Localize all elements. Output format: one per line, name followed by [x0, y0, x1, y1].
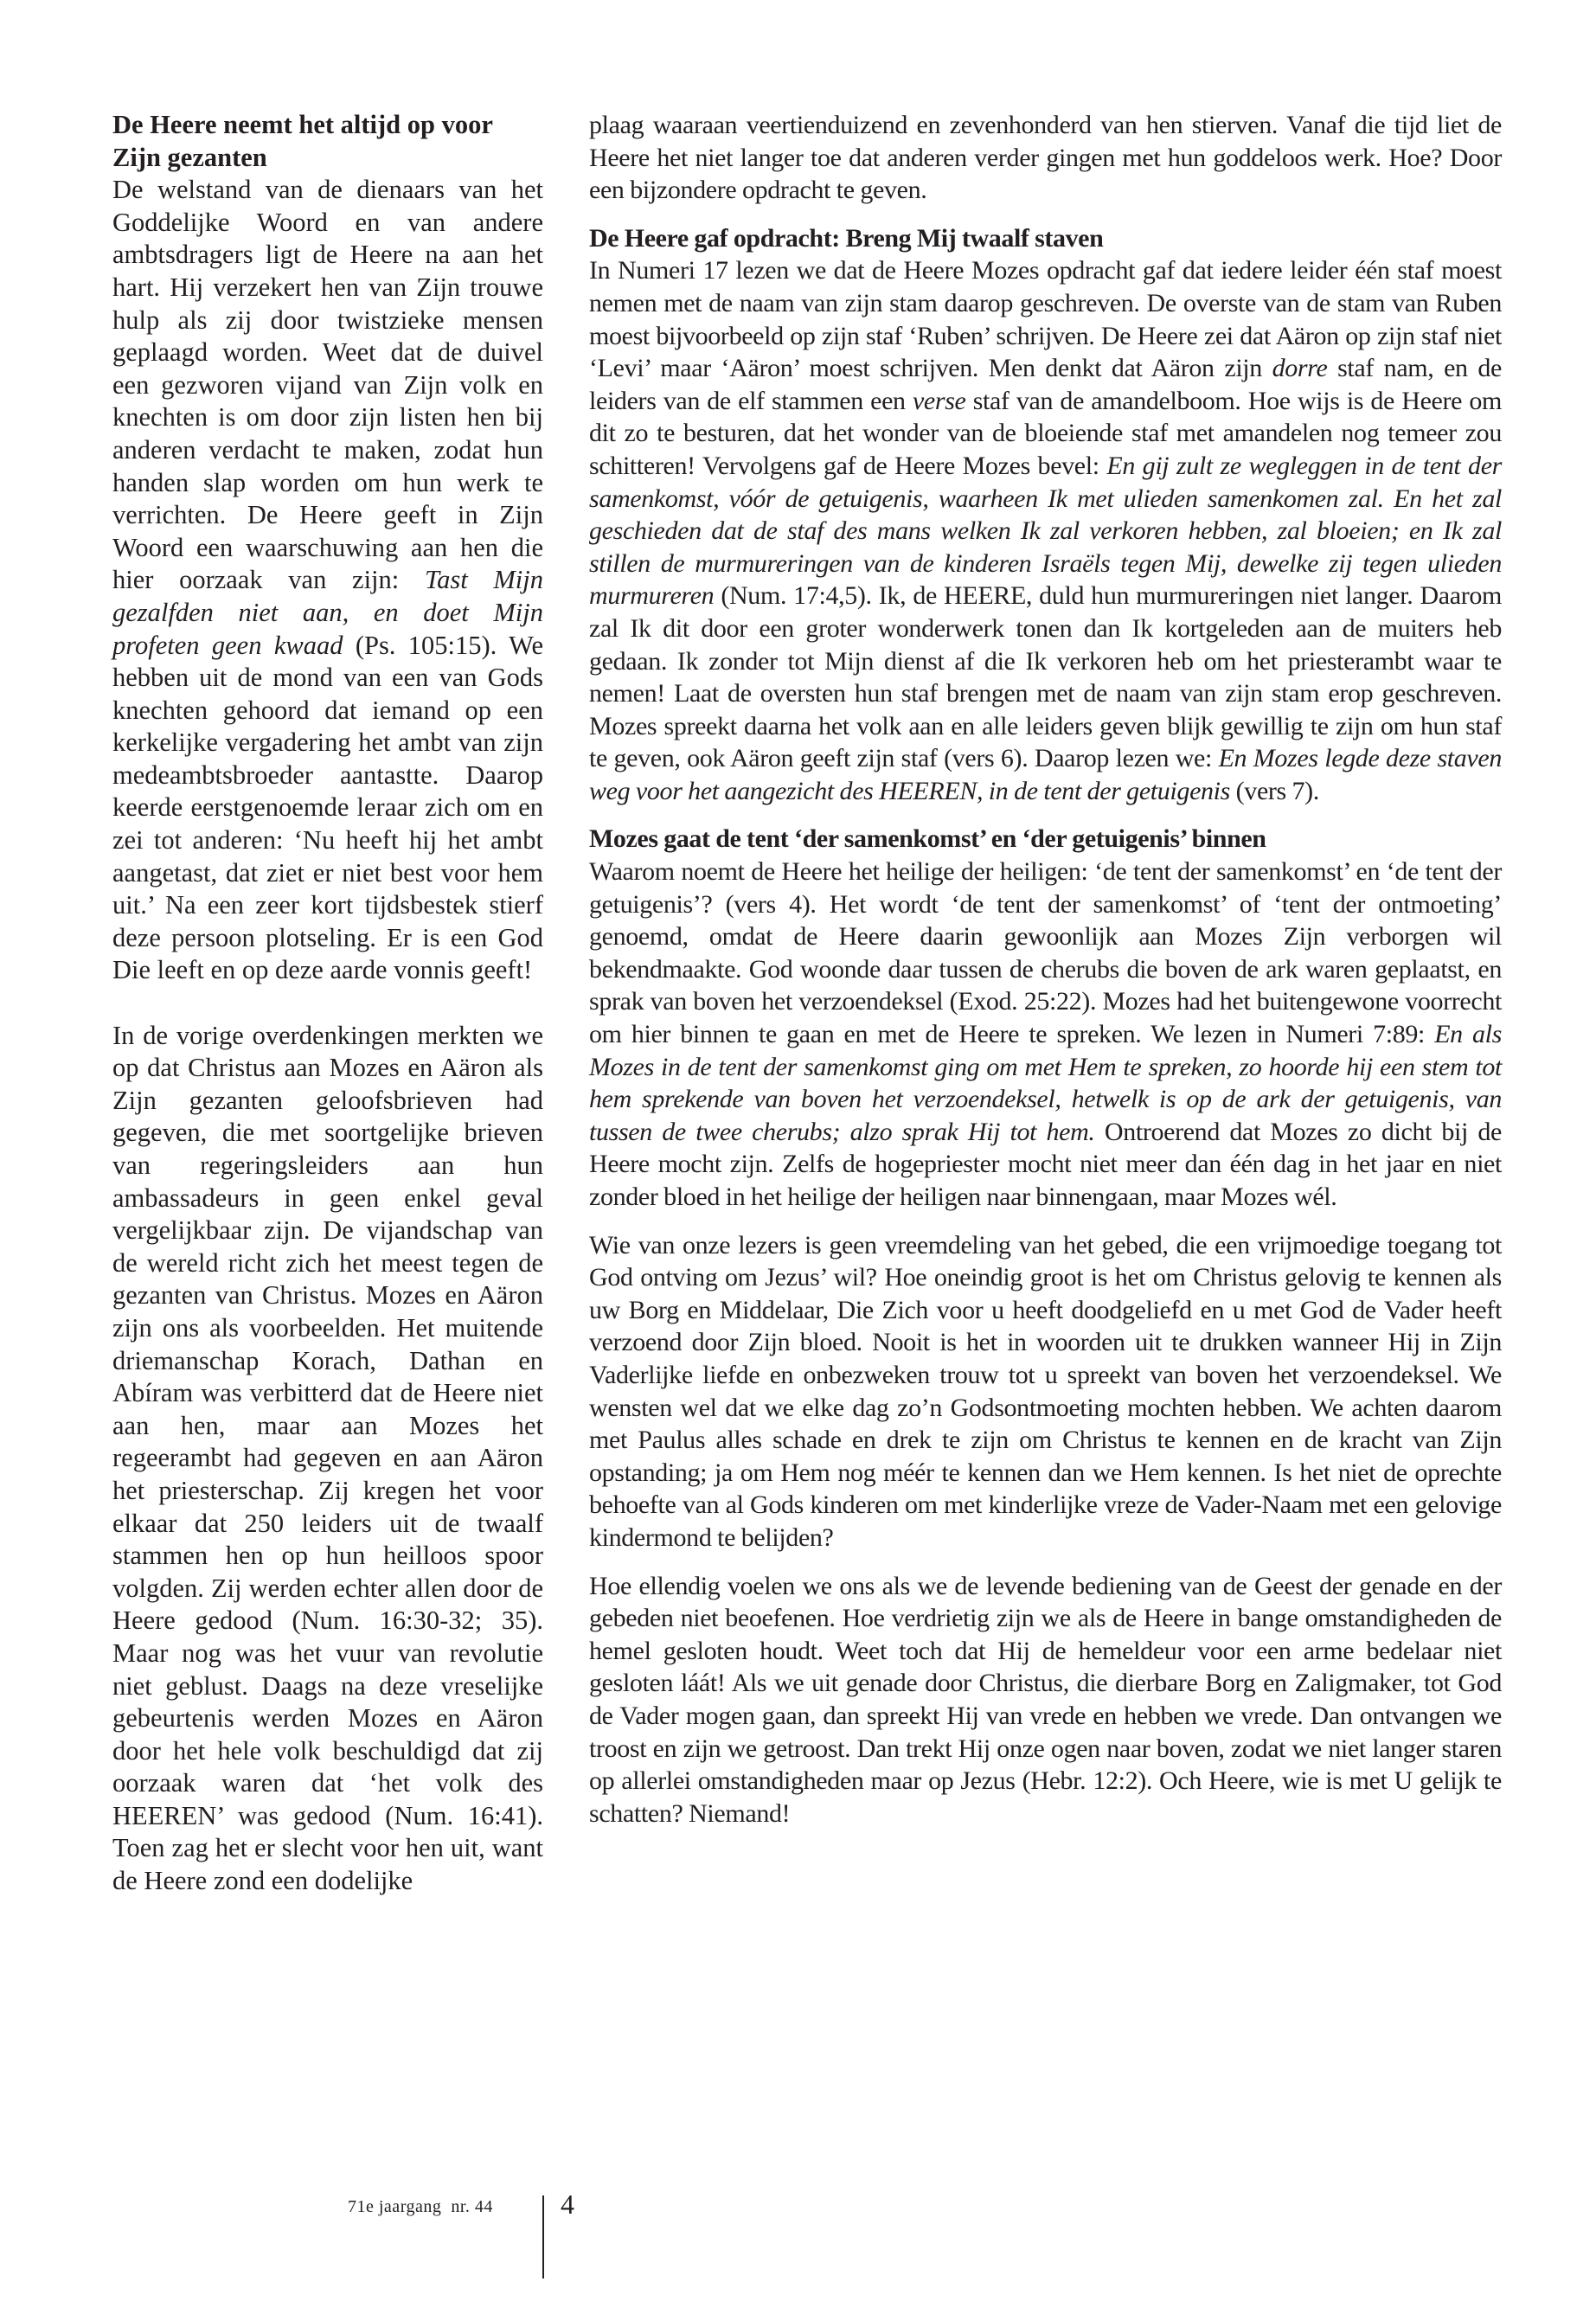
text-run: In Numeri 17 lezen we dat de Heere Mozes opdracht gaf dat iedere leider één staf moest nemen met de naam van zijn stam daarop geschreven. De overste van de stam van Ruben moest bijvoorbeeld op zijn staf ‘Ruben’ schrijven. De Heere zei dat Aäron op zijn staf niet ‘Levi’ maar ‘Aäron’ moest schrijven. Men denkt dat Aäron zijn — [589, 256, 1502, 383]
text-run: (Ps. 105:15). We hebben uit de mond van een van Gods knechten gehoord dat iemand op een kerkelijke vergadering het ambt van zijn medeambtsbroeder aantastte. Daarop keerde eerstgenoemde leraar zich om en zei tot anderen: ‘Nu heeft hij het ambt aangetast, dat ziet er niet best voor hem uit.’ Na een zeer kort tijdsbestek stierf deze persoon plotseling. Er is een God Die leeft en op deze aarde vonnis geeft! — [112, 630, 544, 985]
section-heading-twaalf-staven: De Heere gaf opdracht: Breng Mij twaalf staven — [589, 223, 1104, 253]
scripture-quote-num17: En gij zult ze wegleggen in de tent der samenkomst, vóór de getuigenis, waarheen Ik met ulieden samenkomen zal. En het zal geschieden dat de staf des mans welken Ik zal verkoren hebben, zal bloeien; en Ik zal stillen de murmureringen van de kinderen Israëls tegen Mij, dewelke zij tegen ulieden murmureren — [589, 451, 1502, 611]
footer-volume-issue: 71e jaargang nr. 44 — [348, 2197, 493, 2216]
section-heading-tent-samenkomst: Mozes gaat de tent ‘der samenkomst’ en ‘der getuigenis’ binnen — [589, 824, 1266, 854]
text-run: staf van de amandelboom. Hoe wijs is de Heere om dit zo te besturen, dat het wonder van de bloeiende staf met amandelen nog temeer zou schitteren! Vervolgens gaf de Heere Mozes bevel: — [589, 386, 1502, 480]
paragraph-waarom-noemt — [589, 856, 1502, 1214]
scripture-quote-ps105: Tast Mijn gezalfden niet aan, en doet Mijn profeten geen kwaad — [112, 565, 543, 660]
paragraph-numeri-17 — [589, 254, 1502, 807]
paragraph-hoe-ellendig: Hoe ellendig voelen we ons als we de levende bediening van de Geest der genade en der gebeden niet beoefenen. Hoe verdrietig zijn we als de Heere in bange omstandigheden de hemel gesloten houdt. Weet toch dat Hij de hemeldeur voor een arme bedelaar niet gesloten láát! Als we uit genade door Christus, die dierbare Borg en Zaligmaker, tot God de Vader mogen gaan, dan spreekt Hij van vrede en hebben we vrede. Dan ontvangen we troost en zijn we getroost. Dan trekt Hij onze ogen naar boven, zodat we niet langer staren op allerlei omstandigheden maar op Jezus (Hebr. 12:2). Och Heere, wie is met U gelijk te schatten? Niemand! — [589, 1571, 1502, 1828]
paragraph-wie-van-onze-lezers: Wie van onze lezers is geen vreemdeling van het gebed, die een vrijmoedige toegang tot God ontving om Jezus’ wil? Hoe oneindig groot is het om Christus gelovig te kennen als uw Borg en Middelaar, Die Zich voor u heeft doodgeliefd en u met God de Vader heeft verzoend door Zijn bloed. Nooit is het in woorden uit te drukken wanneer Hij in Zijn Vaderlijke liefde en onbezweken trouw tot u spreekt van boven het verzoendeksel. We wensten wel dat we elke dag zo’n Godsontmoeting mochten hebben. We achten daarom met Paulus alles schade en drek te zijn om Christus te kennen en de kracht van Zijn opstanding; ja om Hem nog méér te kennen dan we Hem kennen. Is het niet de oprechte behoefte van al Gods kinderen om met kinderlijke vreze de Vader-Naam met een gelovige kindermond te belijden? — [589, 1230, 1502, 1552]
footer-divider — [542, 2195, 544, 2279]
scripture-quote-num7-89: En als Mozes in de tent der samenkomst ging om met Hem te spreken, zo hoorde hij een stem tot hem sprekende van boven het verzoendeksel, hetwelk is op de ark der getuigenis, van tussen de twee cherubs; alzo sprak Hij tot hem. — [589, 1020, 1502, 1146]
right-column — [589, 109, 1502, 1830]
emphasis-dorre: dorre — [1272, 354, 1328, 383]
text-run: staf nam, en de leiders van de elf stammen een — [589, 354, 1502, 415]
paragraph-welstand — [112, 174, 543, 987]
paragraph-continuation-plaag: plaag waaraan veertienduizend en zevenhonderd van hen stierven. Vanaf die tijd liet de Heere het niet langer toe dat anderen verder gingen met hun goddeloos werk. Hoe? Door een bijzondere opdracht te geven. — [589, 111, 1502, 205]
text-run: De welstand van de dienaars van het Goddelijke Woord en van andere ambtsdragers ligt de Heere na aan het hart. Hij verzekert hen van Zijn trouwe hulp als zij door twistzieke mensen geplaagd worden. Weet dat de duivel een gezworen vijand van Zijn volk en knechten is om door zijn listen hen bij anderen verdacht te maken, zodat hun handen slap worden om hun werk te verrichten. De Heere geeft in Zijn Woord een waarschuwing aan hen die hier oorzaak van zijn: — [112, 175, 543, 595]
left-column — [112, 109, 543, 1898]
text-run: Waarom noemt de Heere het heilige der heiligen: ‘de tent der samenkomst’ en ‘de tent der getuigenis’? (vers 4). Het wordt ‘de tent der samenkomst’ of ‘tent der ontmoeting’ genoemd, omdat de Heere daarin gewoonlijk aan Mozes Zijn verborgen wil bekendmaakte. God woonde daar tussen de cherubs die boven de ark waren geplaatst, en sprak van boven het verzoendeksel (Exod. 25:22). Mozes had het buitengewone voorrecht om hier binnen te gaan en met de Heere te spreken. We lezen in Numeri 7:89: — [589, 857, 1502, 1049]
scripture-quote-vers7: En Mozes legde deze staven weg voor het aangezicht des HEEREN, in de tent der getuigenis — [589, 744, 1502, 805]
paragraph-vorige-overdenkingen: In de vorige overdenkingen merkten we op dat Christus aan Mozes en Aäron als Zijn gezanten geloofsbrieven had gegeven, die met soortgelijke brieven van regeringsleiders aan hun ambassadeurs in geen enkel geval vergelijkbaar zijn. De vijandschap van de wereld richt zich het meest tegen de gezanten van Christus. Mozes en Aäron zijn ons als voorbeelden. Het muitende driemanschap Korach, Dathan en Abíram was verbitterd dat de Heere niet aan hen, maar aan Mozes het regeerambt had gegeven en aan Aäron het priesterschap. Zij kregen het voor elkaar dat 250 leiders uit de twaalf stammen hen op hun heilloos spoor volgden. Zij werden echter allen door de Heere gedood (Num. 16:30-32; 35). Maar nog was het vuur van revolutie niet geblust. Daags na deze vreselijke gebeurtenis werden Mozes en Aäron door het hele volk beschuldigd dat zij oorzaak waren dat ‘het volk des HEEREN’ was gedood (Num. 16:41). Toen zag het er slecht voor hen uit, want de Heere zond een dodelijke — [112, 1020, 543, 1896]
section-heading-gezanten: De Heere neemt het altijd op voor Zijn gezanten — [112, 110, 493, 172]
emphasis-verse: verse — [912, 386, 966, 415]
page-number: 4 — [561, 2189, 574, 2220]
text-run: (Num. 17:4,5). Ik, de HEERE, duld hun murmureringen niet langer. Daarom zal Ik dit door een groter wonderwerk tonen dan Ik kortgeleden aan de muiters heb gedaan. Ik zonder tot Mijn dienst af die Ik verkoren heb om het priesterambt waar te nemen! Laat de oversten hun staf brengen met de naam van zijn stam erop geschreven. Mozes spreekt daarna het volk aan en alle leiders geven blijk gewillig te zijn om hun staf te geven, ook Aäron geeft zijn staf (vers 6). Daarop lezen we: — [589, 581, 1502, 773]
text-run: (vers 7). — [1230, 776, 1319, 805]
text-run: Ontroerend dat Mozes zo dicht bij de Heere mocht zijn. Zelfs de hogepriester mocht niet meer dan één dag in het jaar en niet zonder bloed in het heilige der heiligen naar binnengaan, maar Mozes wél. — [589, 1117, 1502, 1211]
